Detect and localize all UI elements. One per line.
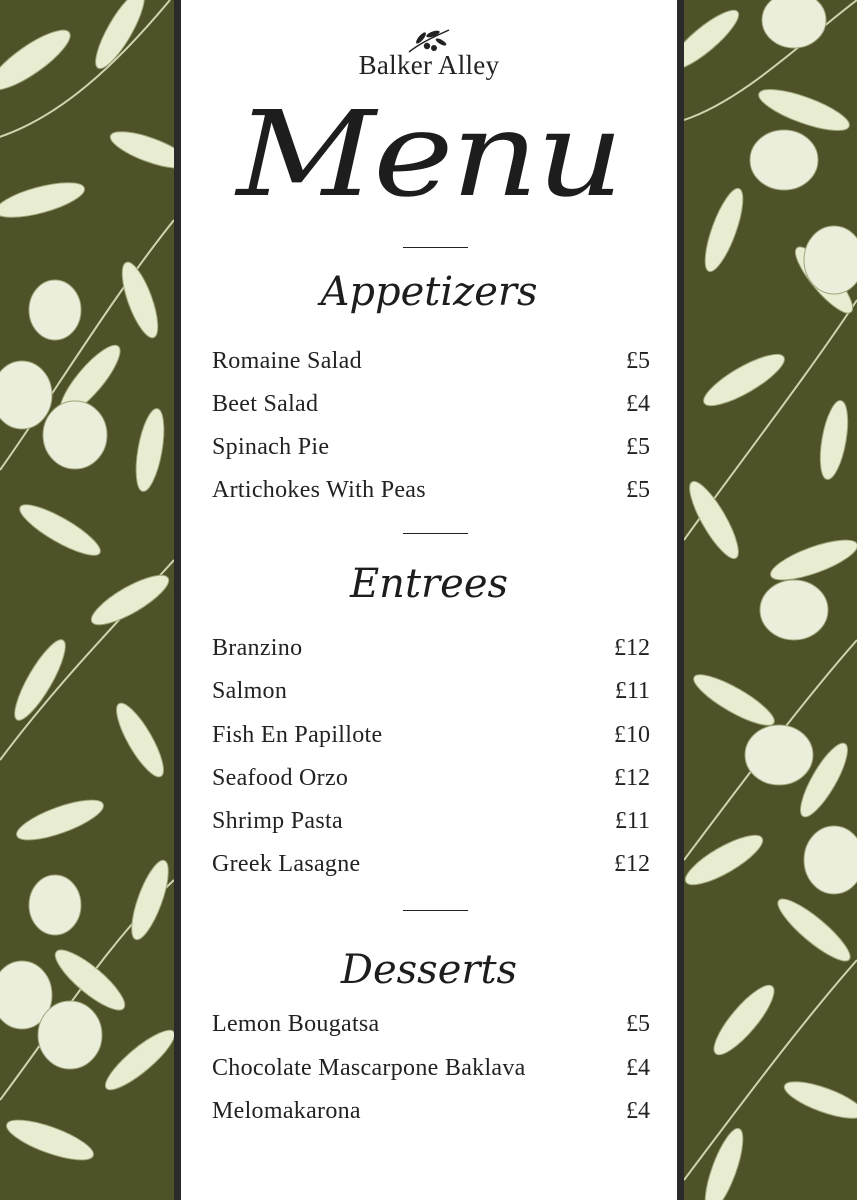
item-price: £5 <box>626 1011 650 1037</box>
menu-item <box>212 718 650 752</box>
item-name: Shrimp Pasta <box>212 808 343 834</box>
item-name: Artichokes With Peas <box>212 477 426 503</box>
menu-item <box>212 847 650 881</box>
divider <box>403 533 468 534</box>
item-price: £4 <box>626 1098 650 1124</box>
menu-item <box>212 430 650 464</box>
menu-item <box>212 387 650 421</box>
item-name: Melomakarona <box>212 1098 361 1124</box>
divider <box>403 910 468 911</box>
menu-item <box>212 473 650 507</box>
item-price: £5 <box>626 348 650 374</box>
item-name: Romaine Salad <box>212 348 362 374</box>
item-price: £12 <box>614 851 650 877</box>
section-title-appetizers: Appetizers <box>320 269 538 315</box>
item-price: £12 <box>614 635 650 661</box>
menu-item <box>212 344 650 378</box>
item-price: £4 <box>626 391 650 417</box>
restaurant-name: Balker Alley <box>358 50 500 80</box>
divider <box>403 247 468 248</box>
item-price: £12 <box>614 765 650 791</box>
item-price: £11 <box>614 678 650 704</box>
menu-item <box>212 1051 650 1085</box>
menu-item <box>212 674 650 708</box>
item-name: Salmon <box>212 678 288 704</box>
item-price: £4 <box>626 1055 650 1081</box>
section-title-desserts: Desserts <box>340 947 518 993</box>
section-title-entrees: Entrees <box>349 561 509 607</box>
menu-item <box>212 631 650 665</box>
item-name: Greek Lasagne <box>212 851 361 877</box>
item-price: £5 <box>626 434 650 460</box>
menu-title: Menu <box>236 85 622 223</box>
item-price: £10 <box>614 722 650 748</box>
menu-item <box>212 804 650 838</box>
item-name: Branzino <box>212 635 303 661</box>
menu-item <box>212 1094 650 1128</box>
item-price: £5 <box>626 477 650 503</box>
item-price: £11 <box>614 808 650 834</box>
item-name: Lemon Bougatsa <box>212 1011 380 1037</box>
item-name: Seafood Orzo <box>212 765 349 791</box>
menu-item <box>212 1007 650 1041</box>
item-name: Chocolate Mascarpone Baklava <box>212 1055 526 1081</box>
item-name: Beet Salad <box>212 391 319 417</box>
item-name: Fish En Papillote <box>212 722 383 748</box>
menu-panel <box>174 0 684 1200</box>
menu-item <box>212 761 650 795</box>
item-name: Spinach Pie <box>212 434 330 460</box>
